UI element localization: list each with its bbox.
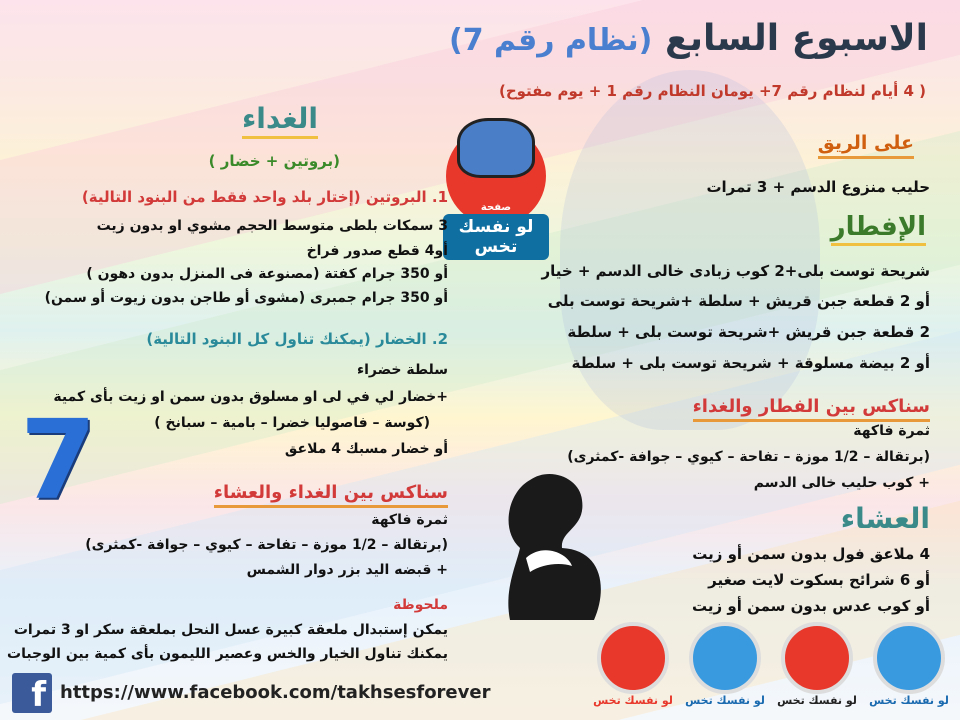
- veg-title: 2. الخضار (يمكنك تناول كل البنود التالية): [146, 330, 448, 348]
- veg-line: سلطة خضراء: [356, 362, 448, 378]
- breakfast-line: أو 2 بيضة مسلوقة + شريحة توست بلى + سلطة: [571, 354, 930, 372]
- lunch-heading: الغداء: [230, 102, 330, 139]
- breakfast-heading: الإفطار: [831, 212, 926, 246]
- lunch-subheading: (بروتين + خضار ): [208, 152, 340, 170]
- logo-label: لو نفسك تخس: [443, 214, 549, 260]
- protein-title: 1. البروتين (إختار بلد واحد فقط من البنود التالية): [81, 188, 448, 206]
- snack1-heading: سناكس بين الفطار والغداء: [693, 396, 930, 422]
- snack2-heading: سناكس بين الغداء والعشاء: [214, 482, 448, 508]
- snack2-line: (برتقالة – 1/2 موزة – تفاحة – كيوي – جوافة -كمثرى): [85, 537, 448, 553]
- note-line: يمكن إستبدال ملعقة كبيرة عسل النحل بملعقة سكر او 3 تمرات: [13, 622, 448, 638]
- snack2-line: ثمرة فاكهة: [371, 512, 448, 528]
- snack1-line: + كوب حليب خالى الدسم: [753, 475, 930, 491]
- page-subtitle: ( 4 أيام لنظام رقم 7+ يومان النظام رقم 1 + يوم مفتوح): [498, 82, 926, 100]
- youtube-icon: [597, 622, 669, 694]
- veg-line: +خضار لي في لى او مسلوق بدون سمن او زيت بأى كمية: [53, 389, 448, 405]
- title-main: الاسبوع السابع: [664, 18, 928, 59]
- fasting-line: حليب منزوع الدسم + 3 تمرات: [706, 178, 930, 196]
- snack1-line: ثمرة فاكهة: [853, 423, 930, 439]
- facebook-icon[interactable]: f: [12, 673, 52, 713]
- website-icon: [689, 622, 761, 694]
- website-badge[interactable]: لو نفسك تخس: [685, 622, 765, 716]
- logo-small-label: صفحة: [480, 202, 512, 213]
- snack1-line: (برتقالة – 1/2 موزة – تفاحة – كيوي – جوافة -كمثرى): [567, 449, 930, 465]
- breakfast-line: أو 2 قطعة جبن قريش + سلطة +شريحة توست بلى: [547, 292, 930, 310]
- breakfast-line: 2 قطعة جبن قريش +شريحة توست بلى + سلطة: [567, 323, 930, 341]
- protein-line: 3 سمكات بلطى متوسط الحجم مشوي او بدون زيت: [96, 218, 448, 234]
- title-sub: (نظام رقم 7): [449, 23, 653, 58]
- pregnant-silhouette-illustration: [490, 470, 605, 620]
- dinner-heading: العشاء: [840, 502, 930, 535]
- protein-line: أو 350 جرام جمبرى (مشوى أو طاجن بدون زيوت أو سمن): [44, 290, 448, 306]
- social-badges: [593, 622, 953, 718]
- week-number: 7: [20, 396, 97, 524]
- twitter-badge[interactable]: لو نفسك تخس: [869, 622, 949, 716]
- dinner-line: أو 6 شرائح بسكوت لايت صغير: [708, 571, 930, 589]
- facebook-url-link[interactable]: https://www.facebook.com/takhsesforever: [60, 682, 491, 703]
- mascot-icon: [457, 118, 535, 178]
- veg-line: أو خضار مسبك 4 ملاعق: [284, 441, 448, 457]
- background-figure-illustration: [560, 70, 820, 430]
- protein-line: أو4 قطع صدور فراخ: [306, 243, 448, 259]
- page-logo: [443, 118, 549, 258]
- breakfast-line: شريحة توست بلى+2 كوب زبادى خالى الدسم + خيار: [541, 262, 930, 280]
- note-line: يمكنك تناول الخيار والخس وعصير الليمون بأى كمية بين الوجبات: [7, 646, 448, 662]
- instagram-icon: [781, 622, 853, 694]
- fasting-heading: على الريق: [818, 132, 914, 159]
- dinner-line: 4 ملاعق فول بدون سمن أو زيت: [692, 545, 930, 563]
- youtube-badge[interactable]: لو نفسك تخس: [593, 622, 673, 716]
- veg-line: (كوسة – فاصوليا خضرا – بامية – سبانخ ): [154, 415, 430, 431]
- protein-line: أو 350 جرام كفتة (مصنوعة فى المنزل بدون دهون ): [86, 266, 448, 282]
- snack2-line: + قبضه اليد بزر دوار الشمس: [246, 562, 448, 578]
- instagram-badge[interactable]: لو نفسك تخس: [777, 622, 857, 716]
- dinner-line: أو كوب عدس بدون سمن أو زيت: [692, 597, 930, 615]
- page-title: [449, 18, 928, 59]
- note-heading: ملحوظة: [393, 597, 448, 613]
- twitter-icon: [873, 622, 945, 694]
